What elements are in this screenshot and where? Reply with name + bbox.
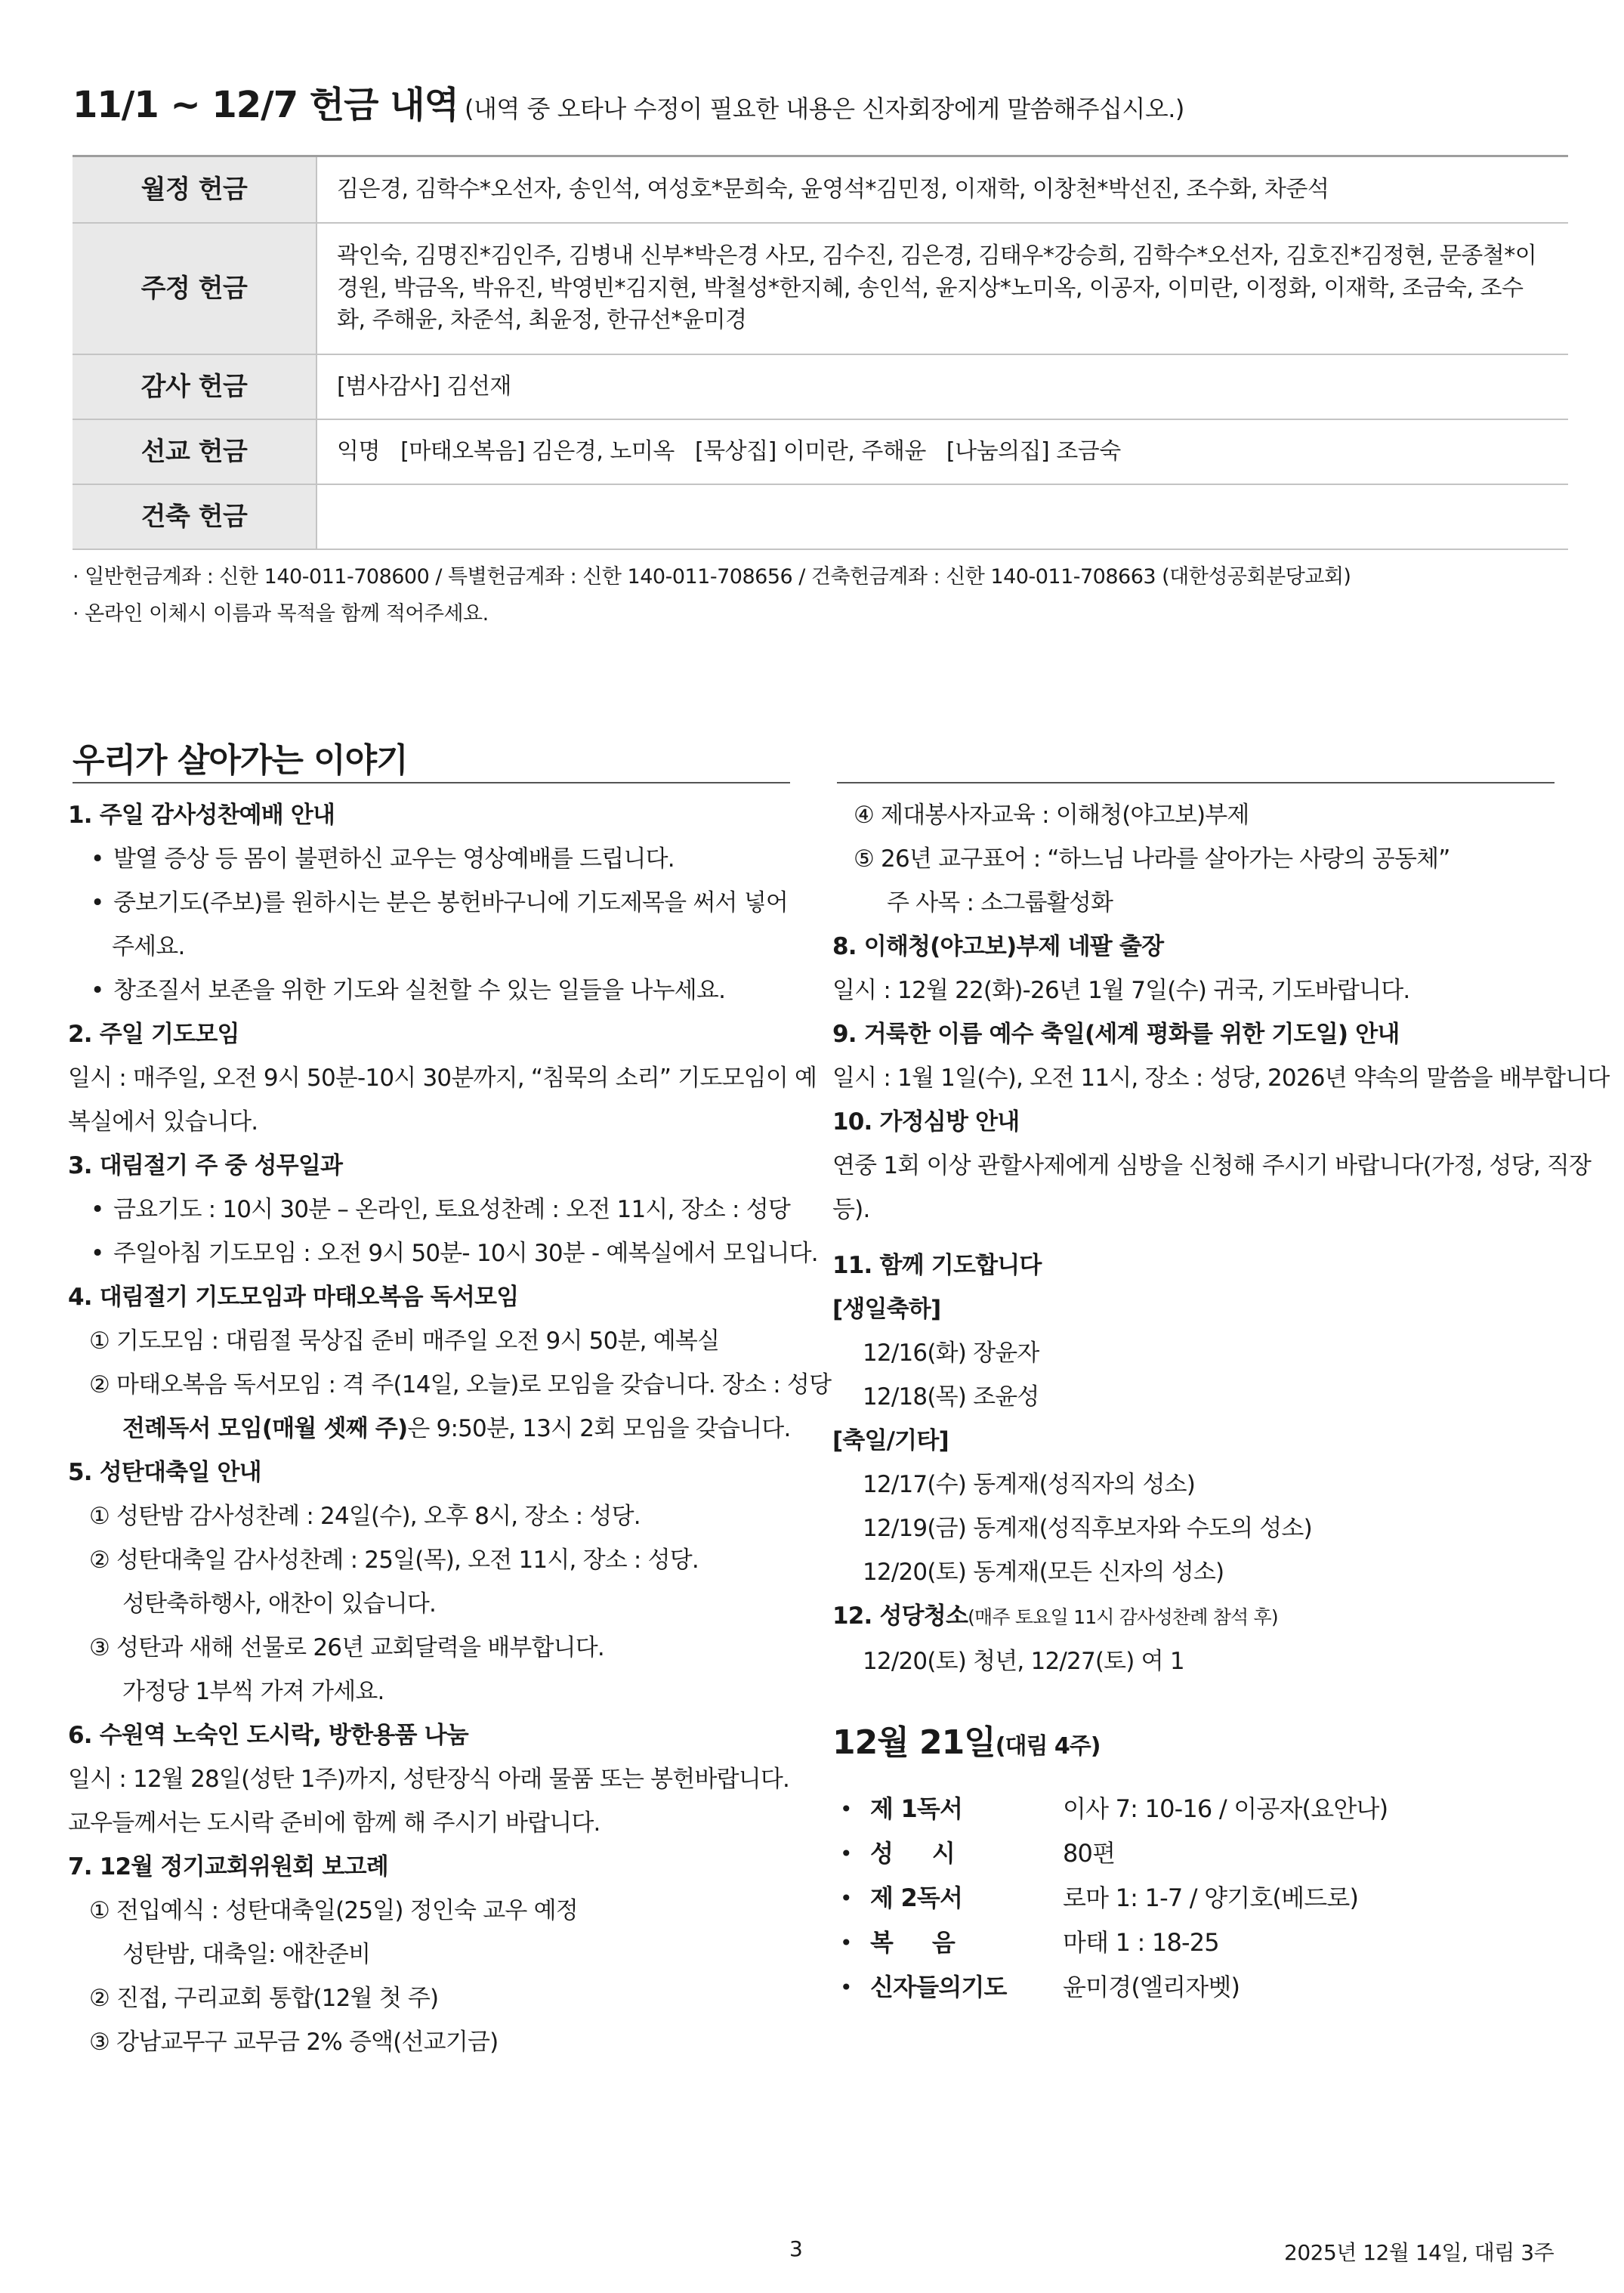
item-text: ③ 강남교무구 교무금 2% 증액(선교기금) [89, 2029, 499, 2056]
bullet-icon: • [840, 1975, 852, 2000]
item-text: ② 진접, 구리교회 통합(12월 첫 주) [89, 1985, 439, 2012]
item-title: 9. 거룩한 이름 예수 축일(세계 평화를 위한 기도일) 안내 [832, 1021, 1400, 1048]
item-title: 6. 수원역 노숙인 도시락, 방한용품 나눔 [68, 1722, 468, 1749]
item-text: 전례독서 모임(매월 셋째 주)은 9:50분, 13시 2회 모임을 갖습니다. [122, 1415, 791, 1442]
offering-label: 선교 헌금 [73, 419, 316, 484]
bullet-icon: • [91, 889, 104, 916]
offering-label: 월정 헌금 [73, 156, 316, 224]
item-text: 교우들께서는 도시락 준비에 함께 해 주시기 바랍니다. [68, 1809, 601, 1837]
table-row [73, 156, 1568, 224]
news-left-column [68, 793, 832, 2064]
item-text: 일시 : 12월 22(화)-26년 1월 7일(수) 귀국, 기도바랍니다. [832, 977, 1410, 1004]
item-title: 3. 대림절기 주 중 성무일과 [68, 1152, 343, 1179]
offering-table [73, 155, 1568, 550]
bullet-icon: • [91, 977, 104, 1004]
list-item: • 발열 증상 등 몸이 불편하신 교우는 영상예배를 드립니다. [68, 837, 793, 881]
account-info: · 일반헌금계좌 : 신한 140-011-708600 / 특별헌금계좌 : 신한 140-011-708656 / 건축헌금계좌 : 신한 140-011-708663 (대한성공회분당교회) [73, 565, 1351, 589]
item-text: ② 마태오복음 독서모임 : 격 주(14일, 오늘)로 모임을 갖습니다. 장소 : 성당 [89, 1371, 832, 1398]
divider [73, 782, 790, 783]
item-text: 성탄축하행사, 애찬이 있습니다. [122, 1590, 437, 1618]
item-title: 1. 주일 감사성찬예배 안내 [68, 802, 335, 829]
item-text: ② 성탄대축일 감사성찬례 : 25일(목), 오전 11시, 장소 : 성당. [89, 1547, 699, 1574]
bullet-icon: • [840, 1930, 852, 1955]
reading-value: 로마 1: 1-7 / 양기호(베드로) [1063, 1884, 1359, 1912]
news-right-column [832, 793, 1610, 2010]
reading-value: 이사 7: 10-16 / 이공자(요안나) [1063, 1794, 1388, 1823]
item-text: ④ 제대봉사자교육 : 이해청(야고보)부제 [854, 802, 1249, 829]
readings-table [840, 1787, 1388, 2010]
bullet-icon: • [91, 1196, 104, 1223]
reading-value: 80편 [1063, 1839, 1116, 1868]
item-text: 가정당 1부씩 가져 가세요. [122, 1678, 384, 1705]
emphasis: 전례독서 모임(매월 셋째 주) [122, 1415, 408, 1442]
table-row [73, 419, 1568, 484]
subsection-title: [축일/기타] [832, 1427, 949, 1454]
table-row [73, 354, 1568, 419]
list-item: 12/19(금) 동계재(성직후보자와 수도의 성소) [863, 1515, 1312, 1542]
list-item: • 주일아침 기도모임 : 오전 9시 50분- 10시 30분 - 예복실에서 모입니다. [68, 1231, 793, 1275]
reading-label: 제 2독서 [870, 1884, 963, 1912]
offering-names: 김은경, 김학수*오선자, 송인석, 여성호*문희숙, 윤영석*김민정, 이재학, 이창천*박선진, 조수화, 차준석 [316, 156, 1568, 224]
item-title: 4. 대림절기 기도모임과 마태오복음 독서모임 [68, 1284, 519, 1311]
item-text: 일시 : 12월 28일(성탄 1주)까지, 성탄장식 아래 물품 또는 봉헌바랍니다. [68, 1766, 790, 1793]
item-text: ① 성탄밤 감사성찬례 : 24일(수), 오후 8시, 장소 : 성당. [89, 1503, 641, 1530]
table-row [73, 484, 1568, 549]
page-number: 3 [789, 2236, 803, 2261]
table-row [840, 1921, 1388, 1965]
reading-label: 성 시 [870, 1839, 955, 1868]
item-text: ③ 성탄과 새해 선물로 26년 교회달력을 배부합니다. [89, 1634, 604, 1661]
item-title: 5. 성탄대축일 안내 [68, 1459, 261, 1486]
divider [837, 782, 1555, 783]
next-sunday-title: 12월 21일(대림 4주) [832, 1723, 1101, 1762]
offering-names [316, 484, 1568, 549]
offering-names: 익명 [마태오복음] 김은경, 노미옥 [묵상집] 이미란, 주해윤 [나눔의집] 조금숙 [316, 419, 1568, 484]
table-row [73, 223, 1568, 354]
bullet-icon: • [91, 845, 104, 873]
item-text: ① 전입예식 : 성탄대축일(25일) 정인숙 교우 예정 [89, 1897, 578, 1924]
list-item: 12/16(화) 장윤자 [863, 1340, 1039, 1367]
offering-note: (내역 중 오타나 수정이 필요한 내용은 신자회장에게 말씀해주십시오.) [465, 94, 1184, 123]
subsection-title: [생일축하] [832, 1296, 941, 1323]
item-title: 7. 12월 정기교회위원회 보고례 [68, 1853, 388, 1880]
item-text: 연중 1회 이상 관할사제에게 심방을 신청해 주시기 바랍니다(가정, 성당, 직장 [832, 1152, 1592, 1179]
reading-label: 복 음 [870, 1928, 955, 1957]
item-text: 일시 : 매주일, 오전 9시 50분-10시 30분까지, “침묵의 소리” 기도모임이 예 [68, 1065, 817, 1092]
bullet-icon: • [840, 1797, 852, 1822]
item-title: 2. 주일 기도모임 [68, 1021, 239, 1048]
bullet-icon: • [91, 1240, 104, 1267]
list-item: 주세요. [112, 933, 185, 960]
item-text: 12/20(토) 청년, 12/27(토) 여 1 [863, 1648, 1184, 1675]
offering-names: 곽인숙, 김명진*김인주, 김병내 신부*박은경 사모, 김수진, 김은경, 김태우*강승희, 김학수*오선자, 김호진*김정현, 문종철*이경원, 박금옥, 박유진, 박영빈*김지현, 박철성*한지혜, 송인석, 윤지상*노미옥, 이공자, 이미란, 이정화, 이재학, 조금숙, 조수화, 주해윤, 차준석, 최윤정, 한규선*윤미경 [316, 223, 1568, 354]
bullet-icon: • [840, 1841, 852, 1866]
list-item: • 중보기도(주보)를 원하시는 분은 봉헌바구니에 기도제목을 써서 넣어 [68, 881, 793, 925]
account-notes [73, 559, 1351, 632]
list-item: 12/17(수) 동계재(성직자의 성소) [863, 1471, 1196, 1498]
transfer-note: · 온라인 이체시 이름과 목적을 함께 적어주세요. [73, 601, 489, 626]
item-text: ① 기도모임 : 대림절 묵상집 준비 매주일 오전 9시 50분, 예복실 [89, 1327, 720, 1355]
reading-label: 제 1독서 [870, 1794, 963, 1823]
item-title: 8. 이해청(야고보)부제 네팔 출장 [832, 933, 1164, 960]
item-title: 12. 성당청소(매주 토요일 11시 감사성찬례 참석 후) [832, 1602, 1278, 1630]
item-title: 11. 함께 기도합니다 [832, 1252, 1042, 1279]
reading-value: 윤미경(엘리자벳) [1063, 1973, 1240, 2001]
item-text: ⑤ 26년 교구표어 : “하느님 나라를 살아가는 사랑의 공동체” [854, 845, 1450, 873]
table-row [840, 1876, 1388, 1921]
table-row [840, 1965, 1388, 2010]
list-item: 12/18(목) 조윤성 [863, 1383, 1039, 1411]
item-text: 등). [832, 1196, 870, 1223]
reading-value: 마태 1 : 18-25 [1063, 1928, 1219, 1957]
offering-period-title: 11/1 ~ 12/7 헌금 내역 [73, 84, 458, 126]
list-item: 12/20(토) 동계재(모든 신자의 성소) [863, 1559, 1224, 1586]
bullet-icon: • [840, 1886, 852, 1911]
item-text: 일시 : 1월 1일(수), 오전 11시, 장소 : 성당, 2026년 약속의 말씀을 배부합니다 [832, 1065, 1610, 1092]
item-title: 10. 가정심방 안내 [832, 1108, 1020, 1136]
offering-label: 건축 헌금 [73, 484, 316, 549]
item-text: 복실에서 있습니다. [68, 1108, 258, 1136]
offering-label: 감사 헌금 [73, 354, 316, 419]
offering-label: 주정 헌금 [73, 223, 316, 354]
page-title [73, 76, 1184, 128]
list-item: • 금요기도 : 10시 30분 – 온라인, 토요성찬례 : 오전 11시, 장소 : 성당 [68, 1188, 793, 1231]
item-text: 주 사목 : 소그룹활성화 [887, 889, 1113, 916]
offering-names: [범사감사] 김선재 [316, 354, 1568, 419]
item-note: (매주 토요일 11시 감사성찬례 참석 후) [968, 1606, 1278, 1628]
table-row [840, 1831, 1388, 1876]
section-title: 우리가 살아가는 이야기 [73, 741, 408, 780]
item-text: 성탄밤, 대축일: 애찬준비 [122, 1941, 371, 1968]
reading-label: 신자들의기도 [870, 1973, 1007, 2001]
footer-date: 2025년 12월 14일, 대림 3주 [1284, 2240, 1555, 2265]
table-row [840, 1787, 1388, 1831]
list-item: • 창조질서 보존을 위한 기도와 실천할 수 있는 일들을 나누세요. [68, 969, 793, 1012]
